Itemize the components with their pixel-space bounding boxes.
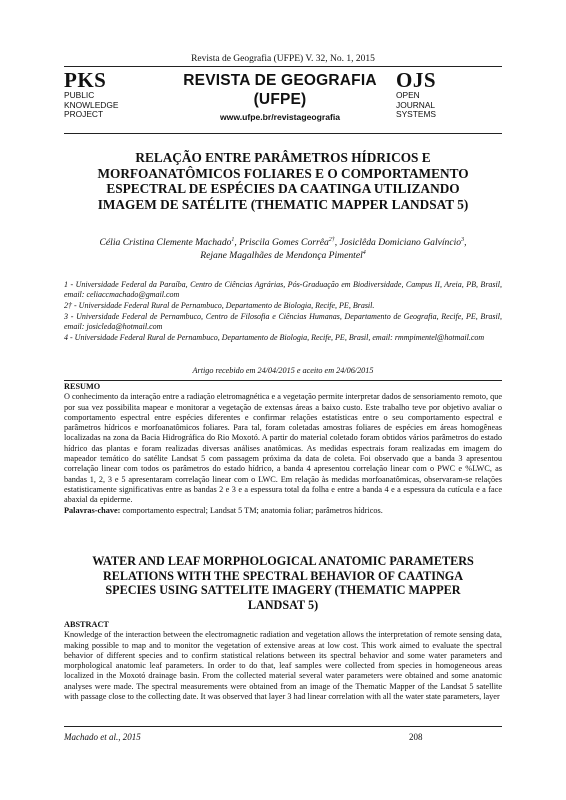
author-name: Josiclêda Domiciano Galvíncio bbox=[339, 237, 462, 248]
affiliation: 3 - Universidade Federal de Pernambuco, Centro de Filosofia e Ciências Humanas, Departamento de Geografia, Recife, PE, Brasil, email: josicleda@hotmail.com bbox=[64, 311, 502, 332]
title-line: IMAGEM DE SATÉLITE (THEMATIC MAPPER LANDSAT 5) bbox=[97, 196, 469, 212]
author-sup: 3 bbox=[461, 236, 465, 243]
resumo-heading: RESUMO bbox=[64, 382, 101, 391]
journal-url[interactable]: www.ufpe.br/revistageografia bbox=[219, 112, 341, 122]
keywords-label: Palavras-chave: bbox=[64, 505, 121, 515]
journal-citation: Revista de Geografia (UFPE) V. 32, No. 1, 2015 bbox=[191, 54, 375, 64]
title-line: WATER AND LEAF MORPHOLOGICAL ANATOMIC PARAMETERS bbox=[92, 554, 474, 568]
header-rule-bottom bbox=[64, 133, 502, 134]
ojs-block bbox=[396, 69, 502, 120]
journal-title-line2: (UFPE) bbox=[253, 91, 307, 108]
keywords-line bbox=[64, 506, 502, 516]
ojs-line: JOURNAL bbox=[396, 99, 436, 110]
pks-line: PROJECT bbox=[64, 109, 104, 120]
pks-block bbox=[64, 69, 164, 120]
title-line: MORFOANATÔMICOS FOLIARES E O COMPORTAMENTO bbox=[97, 165, 469, 181]
author-sup: 1 bbox=[231, 236, 235, 243]
title-line: ESPECTRAL DE ESPÉCIES DA CAATINGA UTILIZANDO bbox=[106, 181, 460, 197]
affiliation: 1 - Universidade Federal da Paraíba, Centro de Ciências Agrárias, Pós-Graduação em Biodiversidade, Campus II, Areia, PB, Brasil, email: celiaccmachado@gmail.com bbox=[64, 280, 502, 300]
author-list: Célia Cristina Clemente Machado$^1$, Priscila Gomes Corrêa$^{2\dagger}$, Josiclêda Domiciano Galvíncio$^3$, Rejane Magalhães de Mendonça Pimentel$^4$ bbox=[99, 236, 467, 261]
author-sup: 2† bbox=[328, 236, 335, 243]
resumo-rule bbox=[64, 380, 502, 381]
pks-line: PUBLIC bbox=[64, 90, 95, 100]
ojs-line: OPEN bbox=[396, 90, 420, 100]
keywords: comportamento espectral; Landsat 5 TM; anatomia foliar; parâmetros hídricos. bbox=[122, 505, 383, 515]
footer-citation: Machado et al., 2015 bbox=[64, 732, 141, 742]
pks-title: PKS bbox=[64, 68, 107, 92]
paper-title-en bbox=[64, 554, 502, 612]
author-sup: 4 bbox=[362, 249, 366, 256]
paper-title-pt bbox=[64, 150, 502, 212]
title-line: SPECIES USING SATTELITE IMAGERY (THEMATIC MAPPER bbox=[105, 583, 461, 598]
resumo-section bbox=[64, 382, 502, 516]
abstract-heading: ABSTRACT bbox=[64, 620, 109, 629]
resumo-text: O conhecimento da interação entre a radiação eletromagnética e a vegetação permite interpretar dados de sensoriamento remoto, que por sua vez possibilita mapear e monitorar a vegetação de extensas áreas a baixo custo. Este trabalho teve por objetivo avaliar o comportamento espectral entre espécies diferentes e confirmar relações estatísticas entre o seu comportamento espectral e parâmetros hídricos e morfoanatômicos foliares. Para tal, foram coletadas amostras foliares de espécies em áreas homogêneas localizadas na zona da Bacia Hidrográfica do Rio Moxotó. A partir do material coletado foram obtidos vários parâmetros do estado hídrico das plantas e foram realizadas diversas análises anatômicas. As medidas espectrais foram realizadas em imagem do mapeador temático do satélite Landsat 5 com passagem próxima da data de coleta. Foi observado que a banda 3 apresentou correlação linear com todos os parâmetros do estado hídrico, a banda 4 apresentou correlação linear com o PWC e %LWC, as bandas 1, 2, 3 e 5 apresentaram correlação linear com o LWC. Em relação às medidas morfoanatômicas, observaram-se relações estatisticamente significativas entre as bandas 2 e 3 e a espessura total da folha e entre a banda 4 e a espessura da cutícula e a face abaxial da epiderme. bbox=[64, 392, 502, 505]
received-date: Artigo recebido em 24/04/2015 e aceito em 24/06/2015 bbox=[192, 366, 374, 375]
affiliation: 4 - Universidade Federal Rural de Pernambuco, Departamento de Biologia, Recife, PE, Brasil, email: rmmpimentel@hotmail.com bbox=[64, 332, 485, 342]
header-rule-top bbox=[64, 66, 502, 67]
journal-masthead bbox=[164, 71, 396, 122]
author-name: Priscila Gomes Corrêa bbox=[239, 237, 329, 248]
footer-rule bbox=[64, 726, 502, 727]
title-line: RELATIONS WITH THE SPECTRAL BEHAVIOR OF CAATINGA bbox=[102, 568, 464, 583]
abstract-text: Knowledge of the interaction between the electromagnetic radiation and vegetation allows the interpretation of remote sensing data, making possible to map and to monitor the vegetation of extensive areas at low cost. This work aimed to evaluate the spectral behavior of different species and to confirm statistical relations between its spectral behavior and some water parameters and morphological anatomic leaf parameters. In order to do that, leaf samples were collected from species in homogeneous areas localized in the Moxotó drainage basin. From the collected material several water parameters were obtained and some anatomic analyses were made. The spectral measurements were obtained from an image of the Thematic Mapper of the Landsat 5 satellite with passage close to the collecting date. It was observed that layer 3 had linear correlation with all the water state parameters, layer bbox=[64, 630, 502, 702]
title-line: LANDSAT 5) bbox=[247, 597, 319, 612]
title-line: RELAÇÃO ENTRE PARÂMETROS HÍDRICOS E bbox=[135, 150, 431, 165]
ojs-title: OJS bbox=[396, 68, 437, 92]
paper-page bbox=[64, 0, 502, 800]
ojs-line: SYSTEMS bbox=[396, 109, 437, 120]
masthead bbox=[64, 69, 502, 131]
journal-title-line1: REVISTA DE GEOGRAFIA bbox=[183, 72, 377, 89]
author-name: Rejane Magalhães de Mendonça Pimentel bbox=[200, 250, 363, 261]
affiliation: 2† - Universidade Federal Rural de Pernambuco, Departamento de Biologia, Recife, PE, Brasil. bbox=[64, 301, 375, 311]
affiliations bbox=[64, 280, 502, 344]
author-name: Célia Cristina Clemente Machado bbox=[99, 237, 232, 248]
pks-line: KNOWLEDGE bbox=[64, 99, 119, 110]
page-number: 208 bbox=[409, 732, 423, 742]
abstract-section bbox=[64, 620, 502, 702]
